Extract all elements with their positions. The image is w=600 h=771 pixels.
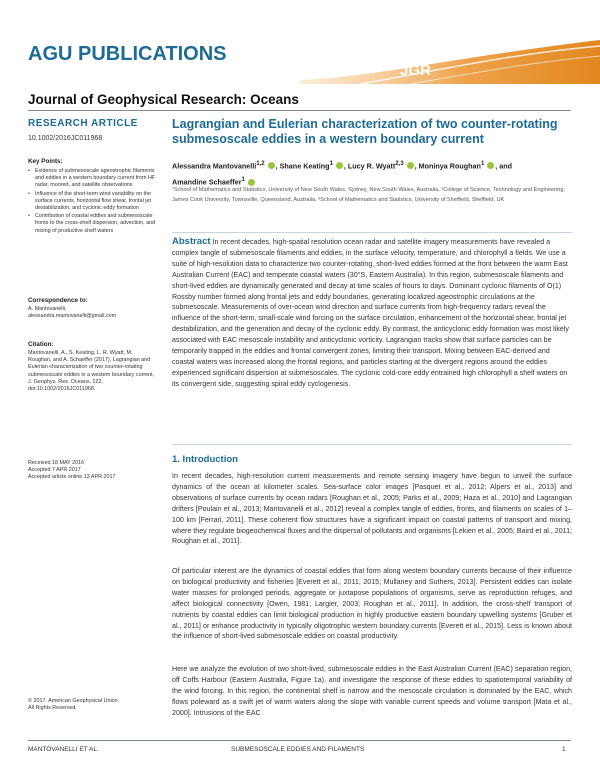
article-title: Lagrangian and Eulerian characterization of two counter-rotating submesoscale eddies in a western boundary current (172, 117, 558, 146)
key-point: • Influence of the short-term wind variability on the surface currents, horizontal flow shear, frontal jet destabilization, and cyclonic eddy formation (28, 191, 156, 213)
online-date: Accepted article online 13 APR 2017 (28, 474, 116, 481)
abstract-text: In recent decades, high-spatial resolution ocean radar and satellite imagery measurements have revealed a complex tangle of submesoscale filaments and eddies, in the surface velocity, temperature, and chlorophyll a fields. We use a suite of high-resolution data to characterize two counter-rotating, short-lived eddies formed at the front between the warm East Australian Current (EAC) and temperate coastal waters (30°S, Eastern Australia). In this region, submesoscale filaments and short-lived eddies are dynamically generated and decay at time scales of hours to days. Dominant cyclonic filaments of O(1) Rossby number formed along frontal jets and eddy boundaries, generating localized ageostrophic circulations at the submesoscale. Measurements of over-ocean wind direction and surface currents from high-frequency radars reveal the influence of the short-term, small-scale wind forcing on the surface circulation, enhancement of the horizontal shear, frontal jet destabilization, and the generation and decay of the cyclonic eddy. By contrast, the anticyclonic eddy formation was most likely associated with EAC mesoscale instability and anticyclonic vorticity. Lagrangian tracks show that surface particles can be temporarily trapped in the eddies and frontal convergent zones, limiting their transport. Mixing between EAC-derived and coastal waters was increased along the frontal regions, and particles starting at the divergent regions around the eddies experienced significant dispersion at submesoscales. The cyclonic cold-core eddy entrained high chlorophyll a shelf waters on its convergent side, suggesting spiral eddy cyclogenesis. (172, 238, 569, 388)
citation-text: Mantovanelli, A., S. Keating, L. R. Wyatt, M. Roughan, and A. Schaeffer (2017), Lagrangian and Eulerian characterization of two counter-rotating submesoscale eddies in a western boundary current, J. Geophys. Res. Oceans, 122, doi:10.1002/2016JC011968. (28, 350, 155, 393)
article-type: RESEARCH ARTICLE (28, 118, 138, 129)
key-points-heading: Key Points: (28, 158, 63, 165)
copyright (28, 698, 156, 712)
correspondence-heading: Correspondence to: (28, 297, 88, 304)
journal-title: Journal of Geophysical Research: Oceans (28, 92, 299, 107)
abstract-label: Abstract (172, 236, 211, 247)
orcid-icon[interactable] (268, 162, 275, 169)
abstract-top-rule (172, 232, 572, 233)
author-name[interactable]: Moninya Roughan (418, 161, 481, 171)
abstract-bottom-rule (172, 444, 572, 445)
accepted-date: Accepted 7 APR 2017 (28, 467, 81, 474)
agu-publications-logo (28, 41, 288, 65)
author-affiliation-sup: 1 (329, 161, 333, 167)
correspondence-email[interactable]: alessandra.mantovanelli@gmail.com (28, 313, 117, 320)
author-name[interactable]: Shane Keating (279, 161, 330, 171)
copyright-line: All Rights Reserved. (28, 705, 77, 712)
header-divider (28, 110, 571, 111)
author-affiliation-sup: 1 (480, 161, 485, 167)
author-affiliation-sup: 1 (241, 177, 245, 184)
body-paragraph: Of particular interest are the dynamics of coastal eddies that form along western boundary currents because of their influence on biological productivity and fisheries [Everett et al., 2011, 2015; Mullaney and Suthers, 2013]. Persistent eddies can isolate water masses for prolonged periods, aggregate or juxtapose populations of organisms, serve as reproduction refuges, and affect biological connectivity [Owen, 1981; Largier, 2003; Roughan et al., 2011]. In addition, the cross-shelf transport of nutrients by coastal eddies can limit biological production in highly productive eastern boundary upwelling systems [Gruber et al., 2011] or enhance productivity in typically oligotrophic western boundary currents [Everett et al., 2015]. Less is known about the influence of short-lived submesoscale eddies on coastal productivity. (172, 567, 572, 641)
received-date: Received 18 MAY 2016 (28, 460, 85, 466)
affiliations: ¹School of Mathematics and Statistics, University of New South Wales, Sydney, New South Wales, Australia, ²College of Science, Technology and Engineering, James Cook University, Townsville, Queensland, Australia, ³School of Mathematics and Statistics, University of Sheffield, Sheffield, UK (172, 187, 565, 203)
key-point: • Contribution of coastal eddies and submesoscale fronts to the cross-shelf dispersion, advection, and mixing of productive shelf waters (28, 213, 156, 235)
banner-text: JGR (400, 62, 431, 79)
correspondence-block (28, 306, 156, 320)
body-paragraph: In recent decades, high-resolution current measurements and remote sensing imagery have begun to unveil the surface dynamics of the ocean at kilometer scales. Sea-surface color images [Pasquet et al., 2012; Alpers et al., 2013] and observations of surface currents by ocean radars [Roughan et al., 2005; Parks et al., 2009; Haza et al., 2010] and Lagrangian drifters [Poulain et al., 2013; Mantovanelli et al., 2012] reveal a complex tangle of eddies, fronts, and filaments on scales of 1–100 km [Ferrari, 2011]. These coherent flow structures have a significant impact on coastal patterns of transport and mixing, where they regulate biogeochemical fluxes and the dispersal of pollutants and organisms [Lekien et al., 2005; Baird et al., 2011; Roughan et al., 2011]. (172, 472, 572, 546)
footer-divider (28, 740, 571, 741)
citation-heading: Citation: (28, 341, 54, 348)
abstract (172, 237, 572, 390)
body-paragraph: Here we analyze the evolution of two short-lived, submesoscale eddies in the East Australian Current (EAC) separation region, off Coffs Harbour (Eastern Australia, Figure 1a), and investigate the response of these eddies to spatiotemporal variability of the wind forcing. In this region, the continental shelf is narrow and the mesoscale circulation is dominated by the EAC, which flows poleward as a swift jet of warm waters along the slope with variable current speeds and volume transport [Mata et al., 2000]. Intrusions of the EAC (172, 665, 572, 717)
key-point: • Evidence of submesoscale ageostrophic filaments and eddies in a western boundary current from HF radar, moored, and satellite observations (28, 168, 156, 190)
orcid-icon[interactable] (487, 162, 494, 169)
key-points-list (28, 168, 156, 236)
orcid-icon[interactable] (336, 162, 343, 169)
orcid-icon[interactable] (248, 179, 255, 186)
page-number: 1 (562, 746, 566, 753)
publication-dates (28, 460, 156, 482)
author-list: Alessandra Mantovanelli$^{1,2}$ , Shane Keating$^1$ , Lucy R. Wyatt$^{2,3}$ , Moninya Roughan$^1$ , and Amandine Schaeffer$^1$ (172, 161, 513, 187)
orcid-icon[interactable] (407, 162, 414, 169)
copyright-line: © 2017. American Geophysical Union. (28, 698, 120, 704)
footer-running-title: SUBMESOSCALE EDDIES AND FILAMENTS (231, 746, 365, 753)
doi[interactable]: 10.1002/2016JC011968 (28, 135, 103, 142)
correspondence-name: A. Mantovanelli, (28, 306, 67, 312)
author-name[interactable]: Alessandra Mantovanelli (172, 161, 257, 171)
author-affiliation-sup: 2,3 (395, 161, 404, 167)
footer-authors: MANTOVANELLI ET AL. (28, 746, 99, 753)
author-name[interactable]: Lucy R. Wyatt (347, 161, 396, 171)
author-name[interactable]: Amandine Schaeffer (172, 177, 242, 187)
jgr-banner (300, 40, 600, 84)
section-heading-introduction: 1. Introduction (172, 454, 238, 465)
logo-text: AGU PUBLICATIONS (28, 43, 227, 65)
author-affiliation-sup: 1,2 (256, 161, 265, 167)
